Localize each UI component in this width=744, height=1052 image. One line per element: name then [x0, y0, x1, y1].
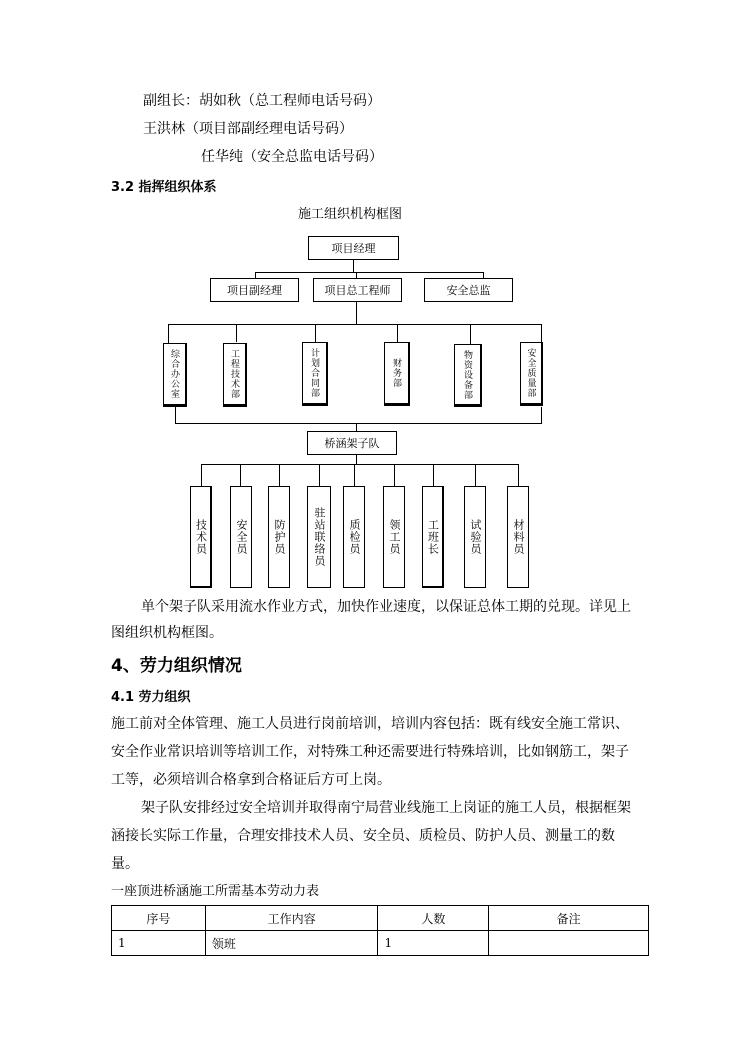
table-row — [112, 931, 649, 956]
cell-task: 领班 — [205, 931, 378, 956]
node-safety-director: 安全总监 — [424, 278, 513, 302]
node-quality-dept: 安全质量部 — [520, 342, 543, 406]
labor-table — [111, 905, 649, 956]
chart-explanation: 单个架子队采用流水作业方式，加快作业速度，以保证总体工期的兑现。详见上图组织机构框图。 — [111, 599, 631, 641]
node-tester: 试验员 — [464, 486, 486, 588]
deputy-leader-line: 副组长：胡如秋（总工程师电话号码） — [143, 93, 381, 109]
member-line-2: 任华纯（安全总监电话号码） — [201, 149, 383, 165]
cell-remark — [489, 931, 649, 956]
table-header-row — [112, 906, 649, 931]
node-planning-dept: 计划合同部 — [302, 342, 328, 406]
node-general-office: 综合办公室 — [163, 343, 187, 407]
cell-count: 1 — [378, 931, 489, 956]
node-station-liaison: 驻站联络员 — [307, 486, 331, 588]
node-safety-officer: 安全员 — [230, 486, 252, 588]
header-task: 工作内容 — [205, 906, 378, 931]
section-4-1-heading: 4.1 劳力组织 — [111, 690, 191, 705]
header-remark: 备注 — [489, 906, 649, 931]
member-line-1: 王洪林（项目部副经理电话号码） — [143, 121, 353, 137]
section-4-heading: 4、劳力组织情况 — [111, 656, 242, 676]
node-engineering-dept: 工程技术部 — [223, 343, 247, 407]
staffing-paragraph: 架子队安排经过安全培训并取得南宁局营业线施工上岗证的施工人员，根据框架涵接长实际工作量，合理安排技术人员、安全员、质检员、防护人员、测量工的数量。 — [111, 800, 631, 872]
node-project-manager: 项目经理 — [308, 236, 399, 260]
node-team-leader: 工班长 — [422, 486, 444, 588]
header-count: 人数 — [378, 906, 489, 931]
table-caption: 一座顶进桥涵施工所需基本劳动力表 — [111, 884, 320, 899]
node-materials-clerk: 材料员 — [507, 486, 529, 588]
node-foreman: 领工员 — [383, 486, 405, 588]
chart-title: 施工组织机构框图 — [298, 207, 403, 222]
header-index: 序号 — [112, 906, 206, 931]
training-paragraph: 施工前对全体管理、施工人员进行岗前培训，培训内容包括：既有线安全施工常识、安全作业常识培训等培训工作，对特殊工种还需要进行特殊培训，比如钢筋工，架子工等，必须培训合格拿到合格证后方可上岗。 — [111, 716, 629, 788]
section-3-2-heading: 3.2 指挥组织体系 — [111, 180, 217, 195]
node-deputy-manager: 项目副经理 — [210, 278, 299, 302]
node-finance-dept: 财务部 — [384, 342, 410, 406]
node-guard: 防护员 — [268, 486, 290, 588]
node-inspector: 质检员 — [343, 486, 365, 588]
cell-index: 1 — [112, 931, 206, 956]
node-materials-dept: 物资设备部 — [454, 344, 482, 407]
node-bridge-team: 桥涵架子队 — [307, 431, 397, 455]
node-technician: 技术员 — [190, 486, 212, 588]
node-chief-engineer: 项目总工程师 — [313, 278, 402, 302]
